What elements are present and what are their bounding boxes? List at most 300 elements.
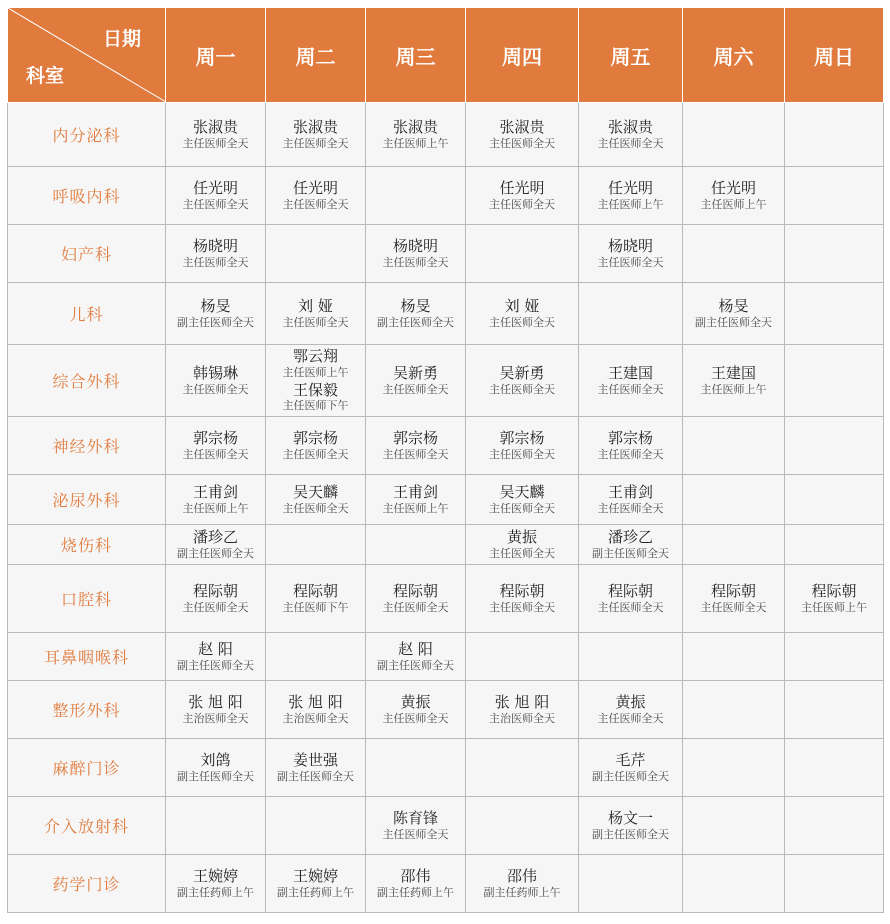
doctor-name: 王甫剑 — [192, 482, 238, 501]
schedule-cell — [785, 475, 884, 525]
doctor-name: 任光明 — [607, 178, 653, 197]
table-row — [8, 167, 884, 225]
doctor-name: 邵伟 — [506, 866, 537, 885]
schedule-cell — [466, 633, 579, 681]
table-row — [8, 345, 884, 417]
doctor-name: 张淑贵 — [292, 117, 338, 136]
doctor-title: 副主任医师全天 — [177, 315, 254, 329]
doctor-name: 陈育锋 — [392, 808, 438, 827]
schedule-cell — [683, 739, 785, 797]
schedule-cell — [266, 855, 366, 913]
schedule-cell — [266, 475, 366, 525]
schedule-cell — [166, 681, 266, 739]
schedule-cell — [266, 739, 366, 797]
day-header-wed: 周三 — [366, 8, 466, 103]
schedule-cell — [266, 525, 366, 565]
day-header-fri: 周五 — [579, 8, 683, 103]
doctor-name: 任光明 — [292, 178, 338, 197]
schedule-cell — [579, 633, 683, 681]
doctor-title: 主治医师全天 — [489, 711, 555, 725]
doctor-title: 主任医师全天 — [382, 827, 449, 841]
table-row — [8, 565, 884, 633]
doctor-entry-list — [466, 179, 578, 213]
doctor-title: 主任医师全天 — [489, 447, 555, 461]
table-row — [8, 225, 884, 283]
schedule-cell — [785, 345, 884, 417]
schedule-cell — [366, 417, 466, 475]
doctor-entry-list — [683, 582, 784, 616]
schedule-cell — [785, 681, 884, 739]
doctor-entry-list — [466, 693, 578, 727]
schedule-cell — [366, 681, 466, 739]
schedule-cell — [466, 225, 579, 283]
doctor-title: 主任医师全天 — [282, 136, 349, 150]
doctor-title: 副主任医师全天 — [177, 769, 254, 783]
doctor-entry-list — [166, 297, 265, 331]
doctor-entry-list — [579, 693, 682, 727]
doctor-name: 王甫剑 — [392, 482, 438, 501]
doctor-name: 张 旭 阳 — [494, 692, 550, 711]
doctor-entry-list — [466, 582, 578, 616]
schedule-cell — [266, 681, 366, 739]
schedule-cell — [683, 565, 785, 633]
schedule-cell — [579, 525, 683, 565]
doctor-name: 吴天麟 — [499, 482, 545, 501]
doctor-title: 主任医师全天 — [382, 711, 449, 725]
schedule-cell — [266, 225, 366, 283]
doctor-entry-list — [579, 237, 682, 271]
schedule-cell — [785, 565, 884, 633]
doctor-entry-list — [166, 693, 265, 727]
doctor-entry-list — [466, 429, 578, 463]
schedule-cell — [466, 103, 579, 167]
schedule-cell — [579, 417, 683, 475]
doctor-title: 副主任药师上午 — [377, 885, 454, 899]
day-header-thu: 周四 — [466, 8, 579, 103]
doctor-name: 程际朝 — [811, 581, 857, 600]
schedule-cell — [166, 855, 266, 913]
day-header-sun: 周日 — [785, 8, 884, 103]
schedule-cell — [266, 417, 366, 475]
table-row — [8, 855, 884, 913]
doctor-entry-list — [266, 582, 365, 616]
doctor-name: 郭宗杨 — [292, 428, 338, 447]
doctor-name: 黄振 — [506, 527, 537, 546]
doctor-title: 主任医师全天 — [182, 382, 249, 396]
schedule-cell — [579, 167, 683, 225]
doctor-entry-list — [366, 867, 465, 901]
schedule-cell — [366, 475, 466, 525]
schedule-cell — [266, 345, 366, 417]
doctor-entry-list — [166, 751, 265, 785]
schedule-cell — [579, 681, 683, 739]
doctor-name: 刘 娅 — [504, 296, 540, 315]
doctor-name: 杨旻 — [400, 296, 431, 315]
doctor-entry-list — [366, 297, 465, 331]
schedule-cell — [266, 167, 366, 225]
schedule-cell — [166, 345, 266, 417]
doctor-title: 主任医师全天 — [489, 501, 555, 515]
doctor-entry-list — [266, 118, 365, 152]
doctor-entry-list — [785, 582, 883, 616]
doctor-name: 毛芹 — [615, 750, 646, 769]
doctor-title: 主任医师全天 — [282, 447, 349, 461]
schedule-cell — [466, 417, 579, 475]
table-row — [8, 797, 884, 855]
doctor-title: 主治医师全天 — [282, 711, 349, 725]
doctor-name: 吴新勇 — [392, 363, 438, 382]
corner-dept-label: 科室 — [26, 65, 65, 87]
doctor-title: 副主任医师全天 — [377, 658, 454, 672]
schedule-cell — [579, 797, 683, 855]
schedule-cell — [785, 739, 884, 797]
doctor-title: 主任医师上午 — [700, 197, 767, 211]
doctor-title: 副主任药师上午 — [277, 885, 354, 899]
doctor-entry-list — [266, 429, 365, 463]
doctor-title: 副主任医师全天 — [177, 546, 254, 560]
schedule-cell — [266, 565, 366, 633]
department-name: 介入放射科 — [8, 797, 166, 855]
doctor-entry-list — [683, 364, 784, 398]
doctor-name: 赵 阳 — [198, 639, 233, 658]
department-name: 耳鼻咽喉科 — [8, 633, 166, 681]
schedule-cell — [266, 283, 366, 345]
schedule-body — [8, 103, 884, 913]
schedule-cell — [466, 475, 579, 525]
department-name: 麻醉门诊 — [8, 739, 166, 797]
doctor-title: 主任医师上午 — [282, 365, 349, 379]
doctor-name: 姜世强 — [292, 750, 338, 769]
doctor-name: 刘 娅 — [298, 296, 333, 315]
department-name: 药学门诊 — [8, 855, 166, 913]
schedule-cell — [366, 525, 466, 565]
table-row — [8, 475, 884, 525]
doctor-name: 张 旭 阳 — [188, 692, 243, 711]
table-row — [8, 525, 884, 565]
doctor-name: 杨旻 — [718, 296, 749, 315]
doctor-title: 主任医师全天 — [282, 501, 349, 515]
doctor-entry-list — [683, 297, 784, 331]
doctor-name: 潘珍乙 — [607, 527, 653, 546]
schedule-cell — [785, 103, 884, 167]
doctor-name: 杨旻 — [200, 296, 231, 315]
schedule-cell — [366, 739, 466, 797]
table-row — [8, 633, 884, 681]
doctor-entry-list — [466, 364, 578, 398]
doctor-name: 吴新勇 — [499, 363, 545, 382]
doctor-name: 程际朝 — [192, 581, 238, 600]
doctor-title: 副主任医师全天 — [592, 827, 669, 841]
corner-date-label: 日期 — [102, 28, 141, 50]
schedule-cell — [366, 283, 466, 345]
doctor-entry-list — [579, 528, 682, 562]
doctor-entry-list — [579, 429, 682, 463]
doctor-title: 主任医师全天 — [282, 197, 349, 211]
schedule-cell — [466, 167, 579, 225]
doctor-title: 主任医师全天 — [597, 600, 664, 614]
doctor-title: 主任医师全天 — [382, 382, 449, 396]
corner-header — [8, 8, 166, 103]
doctor-title: 主任医师全天 — [700, 600, 767, 614]
department-name: 烧伤科 — [8, 525, 166, 565]
doctor-title: 主任医师全天 — [597, 447, 664, 461]
doctor-name: 郭宗杨 — [499, 428, 545, 447]
table-row — [8, 681, 884, 739]
doctor-title: 主任医师上午 — [700, 382, 767, 396]
doctor-entry-list — [266, 347, 365, 414]
schedule-cell — [466, 345, 579, 417]
doctor-title: 主任医师下午 — [282, 600, 349, 614]
schedule-cell — [366, 225, 466, 283]
doctor-title: 主任医师上午 — [382, 501, 449, 515]
doctor-name: 杨晓明 — [607, 236, 653, 255]
doctor-entry-list — [366, 582, 465, 616]
doctor-title: 主任医师全天 — [182, 136, 249, 150]
doctor-name: 吴天麟 — [292, 482, 338, 501]
doctor-title: 主任医师全天 — [597, 501, 664, 515]
schedule-cell — [579, 855, 683, 913]
doctor-title: 主治医师全天 — [182, 711, 249, 725]
department-name: 内分泌科 — [8, 103, 166, 167]
table-row — [8, 417, 884, 475]
doctor-entry-list — [366, 693, 465, 727]
doctor-title: 主任医师上午 — [382, 136, 449, 150]
schedule-cell — [166, 225, 266, 283]
schedule-cell — [683, 167, 785, 225]
department-name: 呼吸内科 — [8, 167, 166, 225]
schedule-cell — [579, 565, 683, 633]
schedule-cell — [166, 475, 266, 525]
doctor-entry-list — [266, 751, 365, 785]
doctor-entry-list — [166, 237, 265, 271]
header-row — [8, 8, 884, 103]
doctor-name: 邵伟 — [400, 866, 431, 885]
schedule-cell — [579, 225, 683, 283]
schedule-cell — [466, 797, 579, 855]
schedule-cell — [579, 739, 683, 797]
doctor-title: 主任医师全天 — [489, 546, 555, 560]
doctor-name: 程际朝 — [292, 581, 338, 600]
doctor-name: 程际朝 — [607, 581, 653, 600]
doctor-title: 主任医师全天 — [597, 255, 664, 269]
doctor-name: 任光明 — [192, 178, 238, 197]
schedule-cell — [785, 797, 884, 855]
doctor-title: 副主任药师上午 — [483, 885, 561, 899]
doctor-name: 张淑贵 — [607, 117, 653, 136]
doctor-title: 副主任医师全天 — [592, 769, 669, 783]
schedule-cell — [683, 103, 785, 167]
schedule-cell — [466, 565, 579, 633]
day-header-sat: 周六 — [683, 8, 785, 103]
doctor-entry-list — [366, 364, 465, 398]
doctor-name: 郭宗杨 — [607, 428, 653, 447]
doctor-name: 王婉婷 — [192, 866, 238, 885]
department-name: 神经外科 — [8, 417, 166, 475]
schedule-cell — [785, 633, 884, 681]
schedule-cell — [166, 739, 266, 797]
doctor-name: 黄振 — [400, 692, 431, 711]
doctor-title: 主任医师全天 — [182, 255, 249, 269]
day-header-mon: 周一 — [166, 8, 266, 103]
day-header-tue: 周二 — [266, 8, 366, 103]
doctor-title: 副主任药师上午 — [177, 885, 254, 899]
schedule-cell — [785, 855, 884, 913]
doctor-entry-list — [166, 528, 265, 562]
doctor-title: 副主任医师全天 — [177, 658, 254, 672]
doctor-entry-list — [579, 483, 682, 517]
doctor-name: 杨晓明 — [192, 236, 238, 255]
doctor-entry-list — [166, 640, 265, 674]
table-row — [8, 283, 884, 345]
schedule-cell — [579, 475, 683, 525]
doctor-title: 主任医师下午 — [282, 399, 349, 413]
doctor-title: 主任医师上午 — [801, 600, 867, 614]
doctor-entry-list — [683, 179, 784, 213]
schedule-cell — [579, 345, 683, 417]
doctor-title: 主任医师全天 — [182, 600, 249, 614]
doctor-title: 副主任医师全天 — [695, 315, 772, 329]
schedule-cell — [166, 525, 266, 565]
doctor-name: 刘鸽 — [200, 750, 231, 769]
schedule-cell — [785, 167, 884, 225]
doctor-entry-list — [266, 483, 365, 517]
doctor-name: 张淑贵 — [392, 117, 438, 136]
schedule-cell — [166, 283, 266, 345]
schedule-cell — [683, 345, 785, 417]
schedule-cell — [366, 565, 466, 633]
doctor-entry-list — [366, 118, 465, 152]
doctor-entry-list — [366, 640, 465, 674]
doctor-name: 任光明 — [499, 178, 545, 197]
schedule-cell — [785, 417, 884, 475]
doctor-title: 主任医师全天 — [597, 382, 664, 396]
doctor-entry-list — [579, 364, 682, 398]
schedule-cell — [683, 225, 785, 283]
schedule-cell — [785, 525, 884, 565]
doctor-title: 主任医师上午 — [597, 197, 664, 211]
doctor-title: 主任医师全天 — [597, 136, 664, 150]
department-name: 儿科 — [8, 283, 166, 345]
doctor-entry-list — [266, 867, 365, 901]
doctor-entry-list — [166, 867, 265, 901]
schedule-cell — [166, 103, 266, 167]
doctor-name: 王甫剑 — [607, 482, 653, 501]
schedule-cell — [683, 525, 785, 565]
doctor-name: 程际朝 — [710, 581, 756, 600]
schedule-table — [7, 7, 884, 913]
schedule-cell — [683, 283, 785, 345]
table-row — [8, 103, 884, 167]
doctor-entry-list — [366, 429, 465, 463]
schedule-cell — [683, 475, 785, 525]
schedule-cell — [683, 417, 785, 475]
department-name: 泌尿外科 — [8, 475, 166, 525]
doctor-name: 程际朝 — [499, 581, 545, 600]
doctor-name: 黄振 — [615, 692, 646, 711]
department-name: 妇产科 — [8, 225, 166, 283]
doctor-entry-list — [266, 179, 365, 213]
schedule-cell — [366, 797, 466, 855]
doctor-entry-list — [466, 528, 578, 562]
doctor-title: 主任医师全天 — [489, 197, 555, 211]
schedule-cell — [466, 855, 579, 913]
doctor-title: 主任医师全天 — [489, 382, 555, 396]
department-name: 综合外科 — [8, 345, 166, 417]
doctor-title: 主任医师全天 — [282, 315, 349, 329]
doctor-title: 主任医师全天 — [382, 600, 449, 614]
doctor-entry-list — [366, 237, 465, 271]
doctor-entry-list — [166, 118, 265, 152]
doctor-name: 程际朝 — [392, 581, 438, 600]
schedule-cell — [266, 797, 366, 855]
schedule-cell — [166, 167, 266, 225]
doctor-name: 韩锡琳 — [192, 363, 238, 382]
table-row — [8, 739, 884, 797]
doctor-entry-list — [579, 751, 682, 785]
schedule-cell — [166, 797, 266, 855]
doctor-entry-list — [366, 809, 465, 843]
schedule-cell — [366, 633, 466, 681]
doctor-title: 副主任医师全天 — [377, 315, 454, 329]
doctor-entry-list — [466, 867, 578, 901]
doctor-name: 赵 阳 — [398, 639, 433, 658]
schedule-cell — [466, 681, 579, 739]
doctor-name: 任光明 — [710, 178, 756, 197]
schedule-cell — [579, 283, 683, 345]
doctor-title: 副主任医师全天 — [277, 769, 354, 783]
doctor-name: 王建国 — [607, 363, 653, 382]
doctor-entry-list — [466, 483, 578, 517]
schedule-cell — [166, 633, 266, 681]
doctor-name: 王保毅 — [292, 380, 338, 399]
department-name: 口腔科 — [8, 565, 166, 633]
doctor-title: 主任医师全天 — [182, 447, 249, 461]
schedule-cell — [683, 797, 785, 855]
doctor-entry-list — [266, 297, 365, 331]
schedule-cell — [785, 225, 884, 283]
schedule-cell — [683, 855, 785, 913]
doctor-entry-list — [466, 118, 578, 152]
schedule-cell — [366, 345, 466, 417]
schedule-cell — [366, 855, 466, 913]
doctor-entry-list — [166, 429, 265, 463]
schedule-cell — [683, 633, 785, 681]
doctor-entry-list — [466, 297, 578, 331]
schedule-cell — [266, 103, 366, 167]
doctor-title: 主任医师全天 — [382, 255, 449, 269]
doctor-name: 郭宗杨 — [392, 428, 438, 447]
doctor-title: 主任医师全天 — [182, 197, 249, 211]
doctor-name: 张淑贵 — [499, 117, 545, 136]
doctor-title: 主任医师全天 — [597, 711, 664, 725]
doctor-name: 张淑贵 — [192, 117, 238, 136]
schedule-cell — [266, 633, 366, 681]
schedule-cell — [466, 525, 579, 565]
schedule-cell — [166, 565, 266, 633]
doctor-entry-list — [579, 582, 682, 616]
doctor-name: 张 旭 阳 — [288, 692, 343, 711]
doctor-name: 王婉婷 — [292, 866, 338, 885]
doctor-name: 鄂云翔 — [292, 347, 338, 365]
doctor-title: 主任医师全天 — [489, 315, 555, 329]
schedule-cell — [683, 681, 785, 739]
doctor-title: 主任医师全天 — [489, 600, 555, 614]
doctor-name: 杨晓明 — [392, 236, 438, 255]
doctor-title: 主任医师上午 — [182, 501, 249, 515]
doctor-name: 杨文一 — [607, 808, 653, 827]
schedule-cell — [366, 103, 466, 167]
doctor-title: 主任医师全天 — [382, 447, 449, 461]
